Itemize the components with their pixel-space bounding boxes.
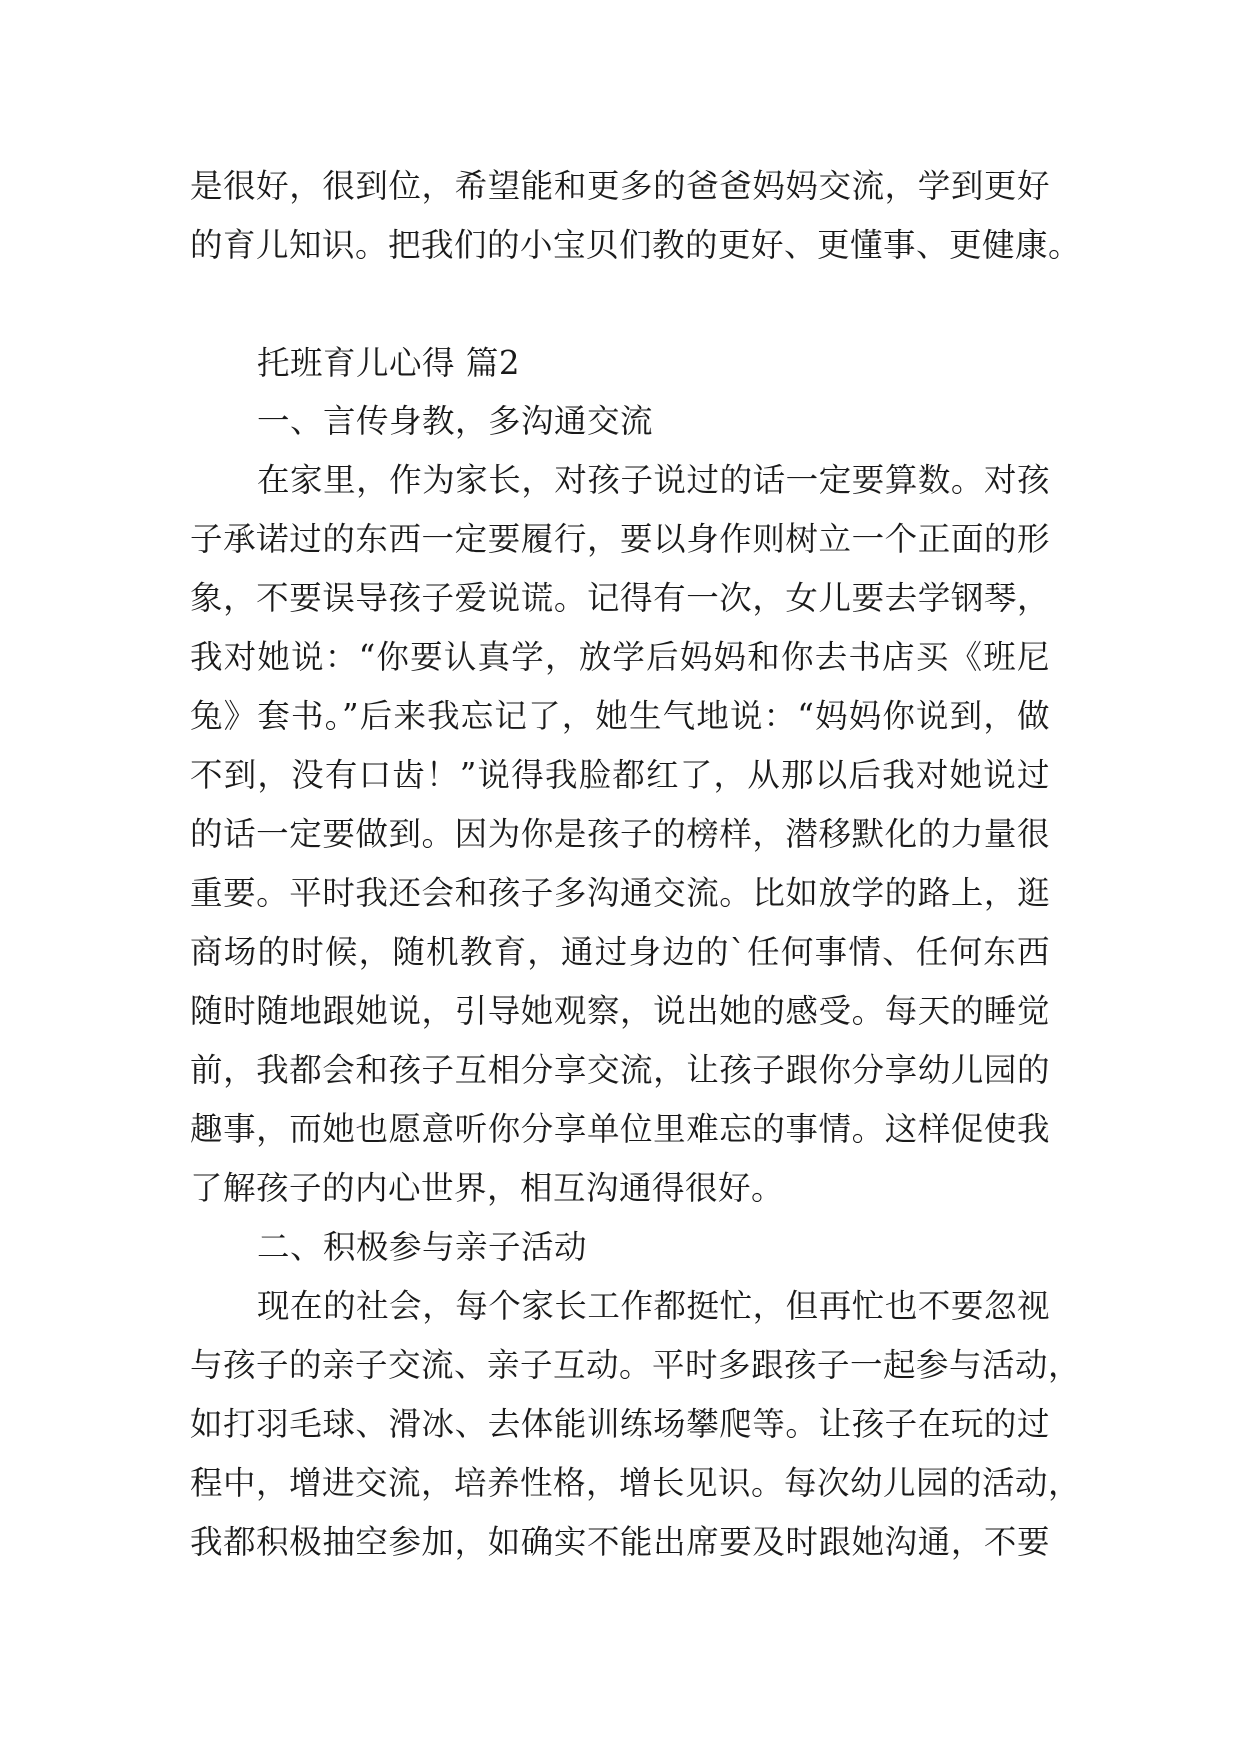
paragraph-line: 我对她说：“你要认真学，放学后妈妈和你去书店买《班尼: [190, 638, 1050, 676]
paragraph-line: 的育儿知识。把我们的小宝贝们教的更好、更懂事、更健康。: [190, 226, 1082, 264]
paragraph-line: 重要。平时我还会和孩子多沟通交流。比如放学的路上，逛: [190, 874, 1050, 912]
section-heading: 一、言传身教，多沟通交流: [257, 402, 654, 440]
article-title: 托班育儿心得 篇2: [257, 344, 521, 382]
section-heading: 二、积极参与亲子活动: [257, 1228, 588, 1266]
paragraph-line: 子承诺过的东西一定要履行，要以身作则树立一个正面的形: [190, 520, 1050, 558]
paragraph-line: 与孩子的亲子交流、亲子互动。平时多跟孩子一起参与活动，: [190, 1346, 1082, 1384]
paragraph-line: 商场的时候，随机教育，通过身边的`任何事情、任何东西: [190, 933, 1050, 971]
paragraph-line: 兔》套书。”后来我忘记了，她生气地说：“妈妈你说到，做: [190, 697, 1050, 735]
paragraph-line: 程中，增进交流，培养性格，增长见识。每次幼儿园的活动，: [190, 1464, 1082, 1502]
paragraph-line: 的话一定要做到。因为你是孩子的榜样，潜移默化的力量很: [190, 815, 1050, 853]
paragraph-line: 了解孩子的内心世界，相互沟通得很好。: [190, 1169, 785, 1207]
paragraph-line: 不到，没有口齿！”说得我脸都红了，从那以后我对她说过: [190, 756, 1050, 794]
paragraph-line: 象，不要误导孩子爱说谎。记得有一次，女儿要去学钢琴，: [190, 579, 1050, 617]
paragraph-line: 现在的社会，每个家长工作都挺忙，但再忙也不要忽视: [257, 1287, 1050, 1325]
paragraph-line: 我都积极抽空参加，如确实不能出席要及时跟她沟通，不要: [190, 1523, 1050, 1561]
paragraph-line: 前，我都会和孩子互相分享交流，让孩子跟你分享幼儿园的: [190, 1051, 1050, 1089]
paragraph-line: 在家里，作为家长，对孩子说过的话一定要算数。对孩: [257, 461, 1050, 499]
paragraph-line: 如打羽毛球、滑冰、去体能训练场攀爬等。让孩子在玩的过: [190, 1405, 1050, 1443]
paragraph-line: 随时随地跟她说，引导她观察，说出她的感受。每天的睡觉: [190, 992, 1050, 1030]
paragraph-line: 是很好，很到位，希望能和更多的爸爸妈妈交流，学到更好: [190, 167, 1050, 205]
paragraph-line: 趣事，而她也愿意听你分享单位里难忘的事情。这样促使我: [190, 1110, 1050, 1148]
